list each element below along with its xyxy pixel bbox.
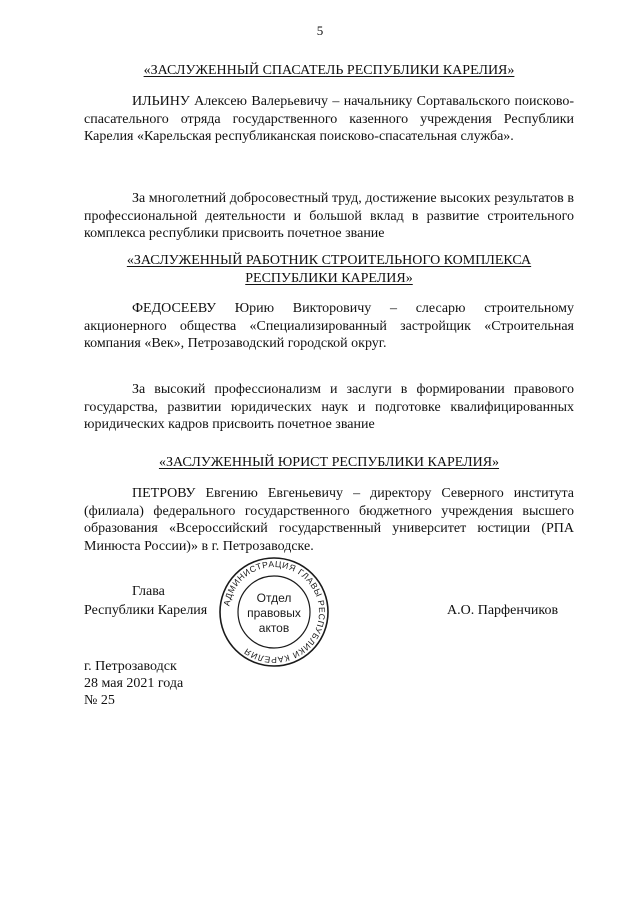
signatory-name: А.О. Парфенчиков (447, 603, 559, 618)
stamp-ring-text: АДМИНИСТРАЦИЯ ГЛАВЫ РЕСПУБЛИКИ КАРЕЛИЯ (221, 558, 328, 666)
stamp-seal (218, 556, 330, 668)
stamp-line-1: Отдел (256, 591, 292, 605)
recipient-paragraph-ilyin: ИЛЬИНУ Алексею Валерьевичу – начальнику Сортавальского поисково-спасательного отряда государственного казенного учреждения Республики Карелия «Карельская республиканская поисково-спасательная служба». (84, 94, 574, 144)
recipient-paragraph-fedoseev: ФЕДОСЕЕВУ Юрию Викторовичу – слесарю строительному акционерного общества «Специализированный застройщик «Строительная компания «Век», Петрозаводский городской округ. (84, 301, 574, 351)
recipient-paragraph-petrov: ПЕТРОВУ Евгению Евгеньевичу – директору Северного института (филиала) федерального государственного бюджетного учреждения высшего образования «Всероссийский государственный университет юстиции (РПА Минюста России)» в г. Петрозаводске. (84, 486, 574, 554)
page-number: 5 (316, 23, 324, 38)
footer-city: г. Петрозаводск (84, 659, 177, 674)
signatory-position-line1: Глава (132, 584, 165, 599)
award-intro-lawyer: За высокий профессионализм и заслуги в формировании правового государства, развитии юридических наук и подготовке квалифицированных юридических кадров присвоить почетное звание (84, 382, 574, 432)
stamp-line-2: правовых (247, 606, 301, 620)
award-title-construction: «ЗАСЛУЖЕННЫЙ РАБОТНИК СТРОИТЕЛЬНОГО КОМПЛЕКСА РЕСПУБЛИКИ КАРЕЛИЯ» (126, 253, 532, 286)
footer-date: 28 мая 2021 года (84, 676, 184, 691)
stamp-line-3: актов (258, 621, 290, 635)
award-intro-construction: За многолетний добросовестный труд, достижение высоких результатов в профессиональной деятельности и большой вклад в развитие строительного комплекса республики присвоить почетное звание (84, 191, 574, 241)
signatory-position-line2: Республики Карелия (84, 603, 208, 618)
footer-number: № 25 (84, 693, 115, 708)
award-title-rescuer: «ЗАСЛУЖЕННЫЙ СПАСАТЕЛЬ РЕСПУБЛИКИ КАРЕЛИЯ» (143, 63, 515, 78)
award-title-lawyer: «ЗАСЛУЖЕННЫЙ ЮРИСТ РЕСПУБЛИКИ КАРЕЛИЯ» (158, 455, 500, 470)
